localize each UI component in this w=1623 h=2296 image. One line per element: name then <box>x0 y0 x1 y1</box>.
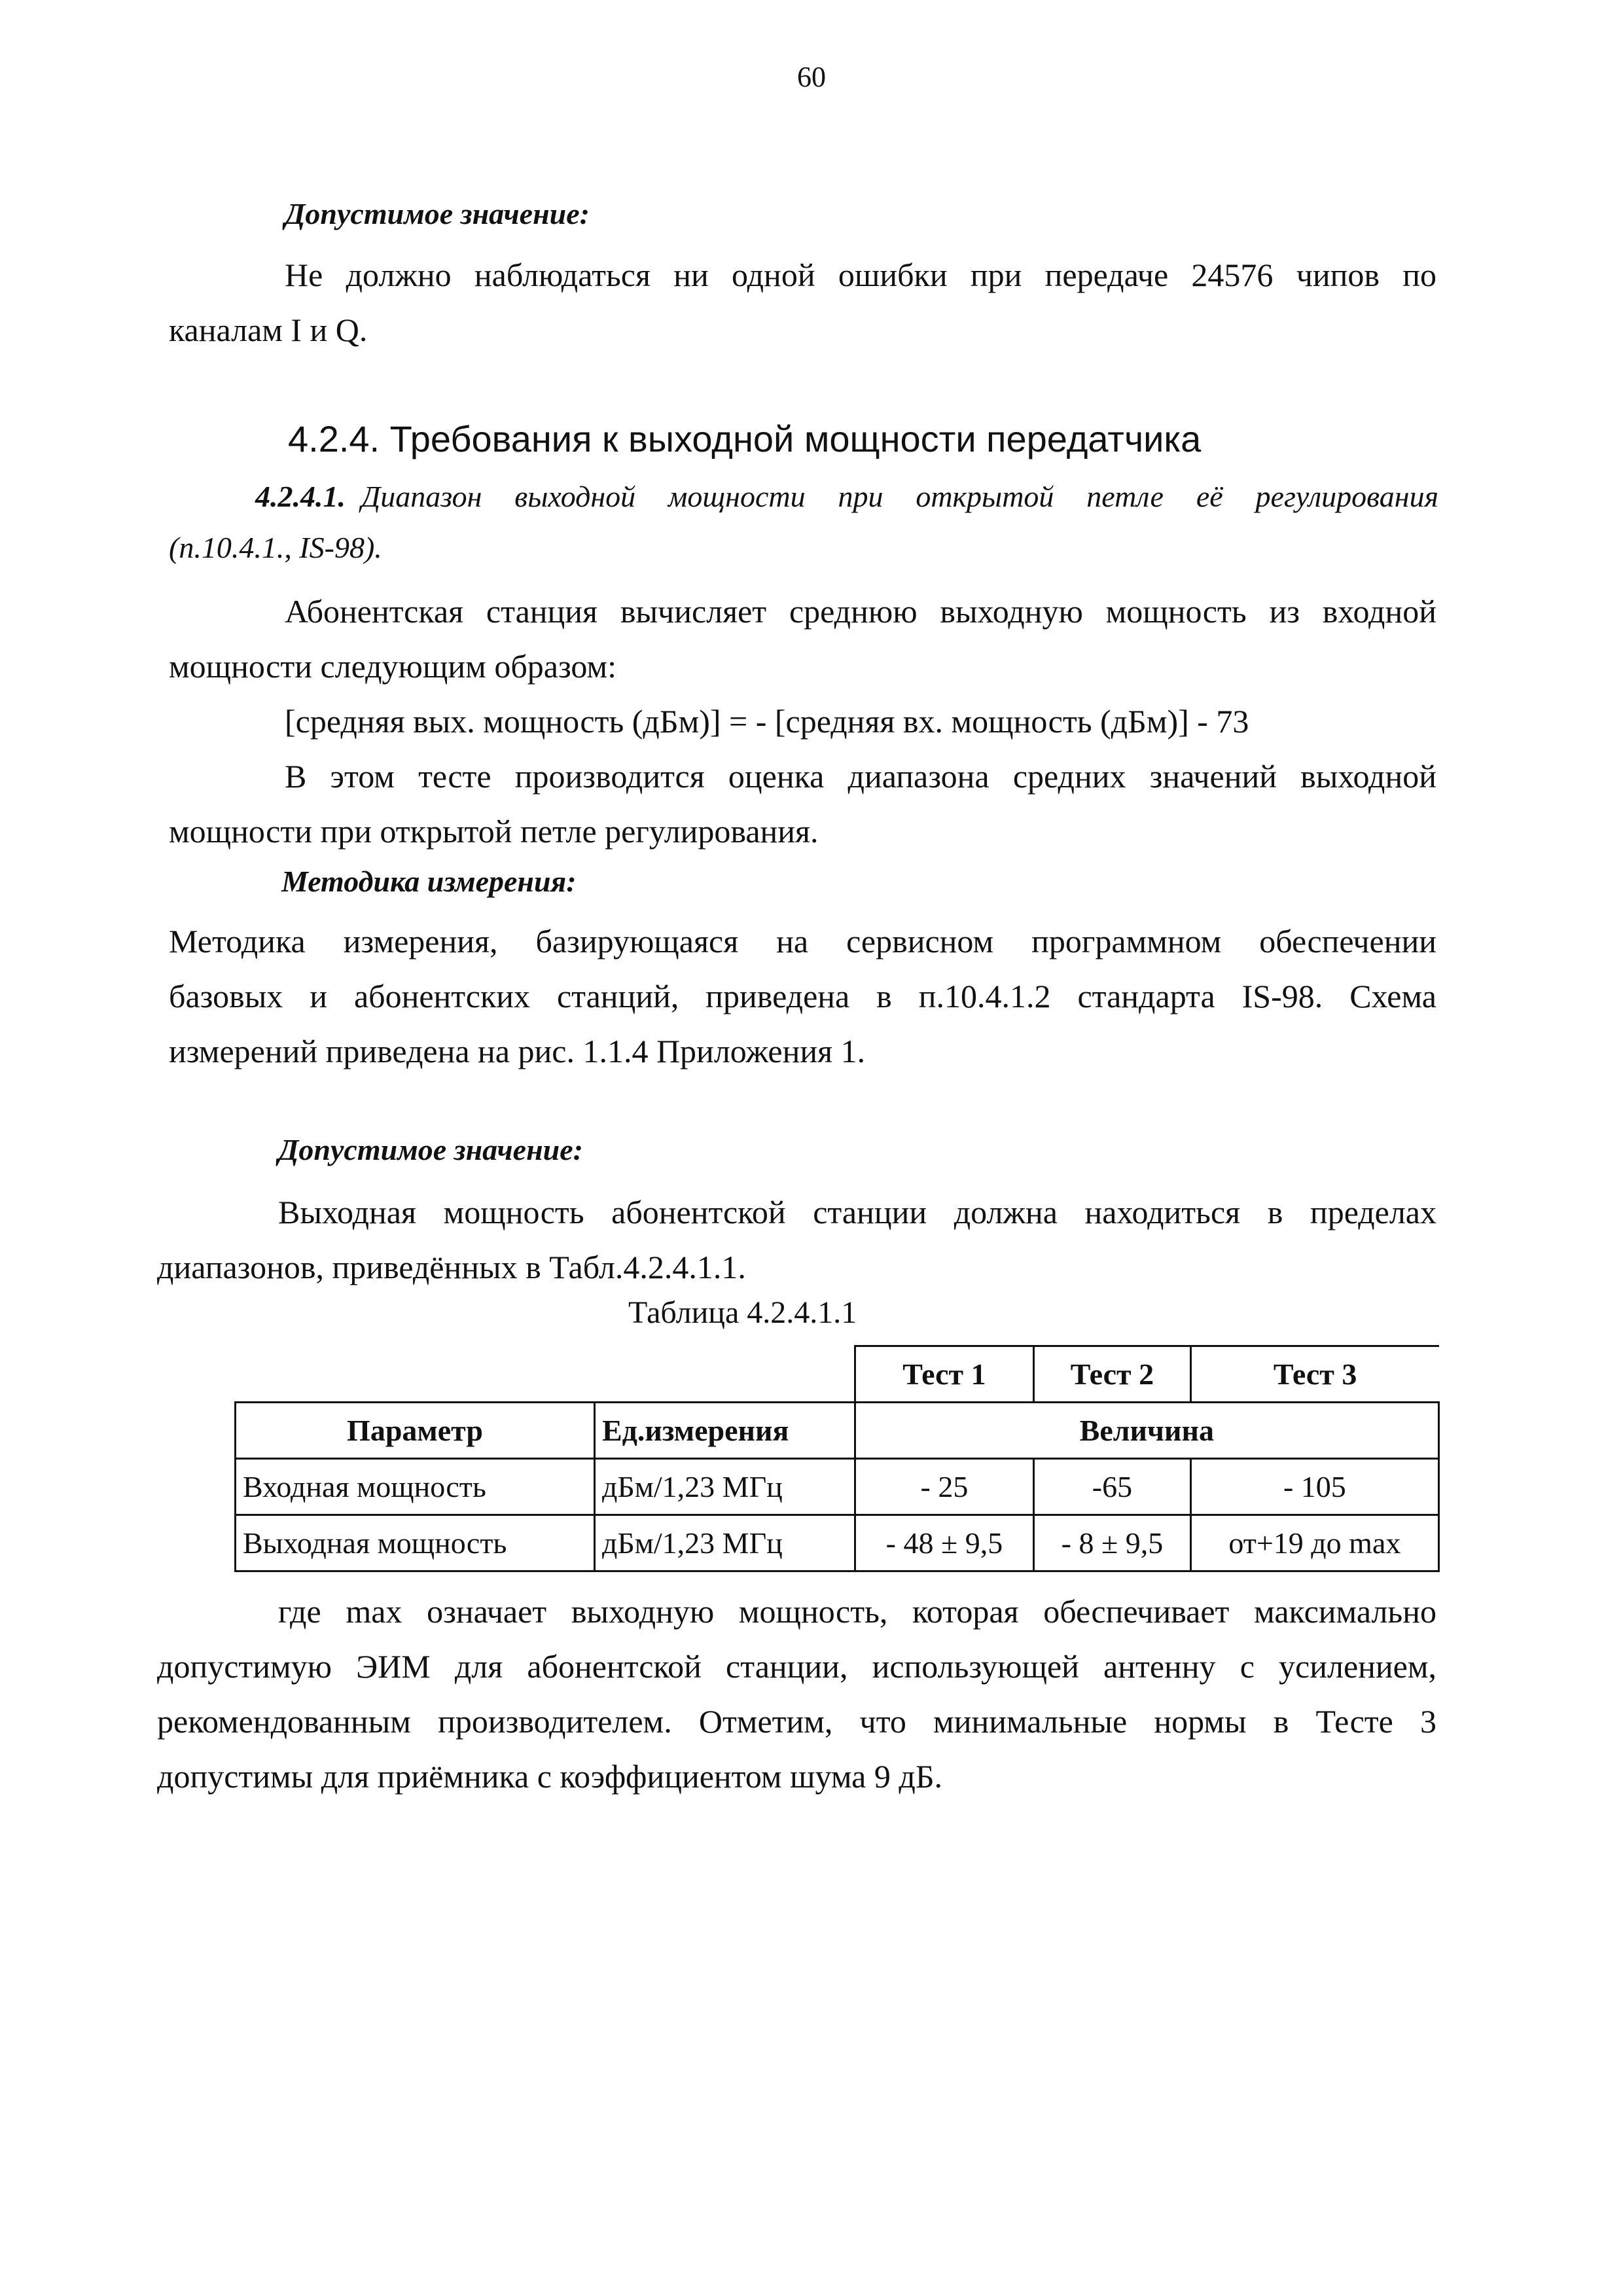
para2-line2: мощности при открытой петле регулирования. <box>169 813 819 850</box>
cell-test2: -65 <box>1034 1459 1191 1515</box>
table-header-row <box>236 1403 1439 1459</box>
note-line4: допустимы для приёмника с коэффициентом шума 9 дБ. <box>157 1758 943 1795</box>
subsection-title-text: Диапазон выходной мощности при открытой петле её регулирования <box>361 480 1438 513</box>
test3-header: Тест 3 <box>1190 1346 1438 1403</box>
cell-test3: - 105 <box>1190 1459 1438 1515</box>
cell-unit: дБм/1,23 МГц <box>594 1459 855 1515</box>
cell-test1: - 25 <box>855 1459 1033 1515</box>
subsection-number: 4.2.4.1. <box>255 480 346 513</box>
table-test-row <box>236 1346 1439 1403</box>
para2-line1: В этом тесте производится оценка диапазона средних значений выходной <box>285 758 1436 795</box>
subsection-title <box>255 479 1438 514</box>
page-number: 60 <box>797 61 826 93</box>
sec1-line2: каналам I и Q. <box>169 312 368 348</box>
param-header: Параметр <box>236 1403 595 1459</box>
unit-header: Ед.измерения <box>594 1403 855 1459</box>
table-row <box>236 1459 1439 1515</box>
method-line2: базовых и абонентских станций, приведена в п.10.4.1.2 стандарта IS-98. Схема <box>169 978 1436 1014</box>
cell-param: Выходная мощность <box>236 1515 595 1571</box>
table-caption: Таблица 4.2.4.1.1 <box>628 1295 857 1330</box>
sec2-line1: Выходная мощность абонентской станции должна находиться в пределах <box>278 1194 1436 1230</box>
method-line3: измерений приведена на рис. 1.1.4 Приложения 1. <box>169 1033 866 1069</box>
cell-test3: от+19 до max <box>1190 1515 1438 1571</box>
note-line3: рекомендованным производителем. Отметим, что минимальные нормы в Тесте 3 <box>157 1703 1436 1740</box>
formula: [средняя вых. мощность (дБм)] = - [средняя вх. мощность (дБм)] - 73 <box>285 703 1249 740</box>
method-label: Методика измерения: <box>281 865 577 898</box>
cell-test1: - 48 ± 9,5 <box>855 1515 1033 1571</box>
section-heading: 4.2.4. Требования к выходной мощности передатчика <box>288 418 1202 459</box>
sec1-line1: Не должно наблюдаться ни одной ошибки при передаче 24576 чипов по <box>285 257 1436 293</box>
acceptable-value-label: Допустимое значение: <box>285 197 590 230</box>
note-line1: где max означает выходную мощность, которая обеспечивает максимально <box>278 1593 1436 1630</box>
test1-header: Тест 1 <box>855 1346 1033 1403</box>
value-header: Величина <box>855 1403 1438 1459</box>
subsection-reference: (п.10.4.1., IS-98). <box>169 531 382 564</box>
acceptable-value-label-2: Допустимое значение: <box>278 1133 583 1166</box>
table-row <box>236 1515 1439 1571</box>
note-line2: допустимую ЭИМ для абонентской станции, использующей антенну с усилением, <box>157 1648 1436 1685</box>
cell-unit: дБм/1,23 МГц <box>594 1515 855 1571</box>
para1-line1: Абонентская станция вычисляет среднюю выходную мощность из входной <box>285 593 1436 630</box>
data-table <box>234 1345 1440 1572</box>
cell-test2: - 8 ± 9,5 <box>1034 1515 1191 1571</box>
test2-header: Тест 2 <box>1034 1346 1191 1403</box>
method-line1: Методика измерения, базирующаяся на сервисном программном обеспечении <box>169 923 1436 960</box>
cell-param: Входная мощность <box>236 1459 595 1515</box>
para1-line2: мощности следующим образом: <box>169 648 616 685</box>
sec2-line2: диапазонов, приведённых в Табл.4.2.4.1.1. <box>157 1249 746 1285</box>
